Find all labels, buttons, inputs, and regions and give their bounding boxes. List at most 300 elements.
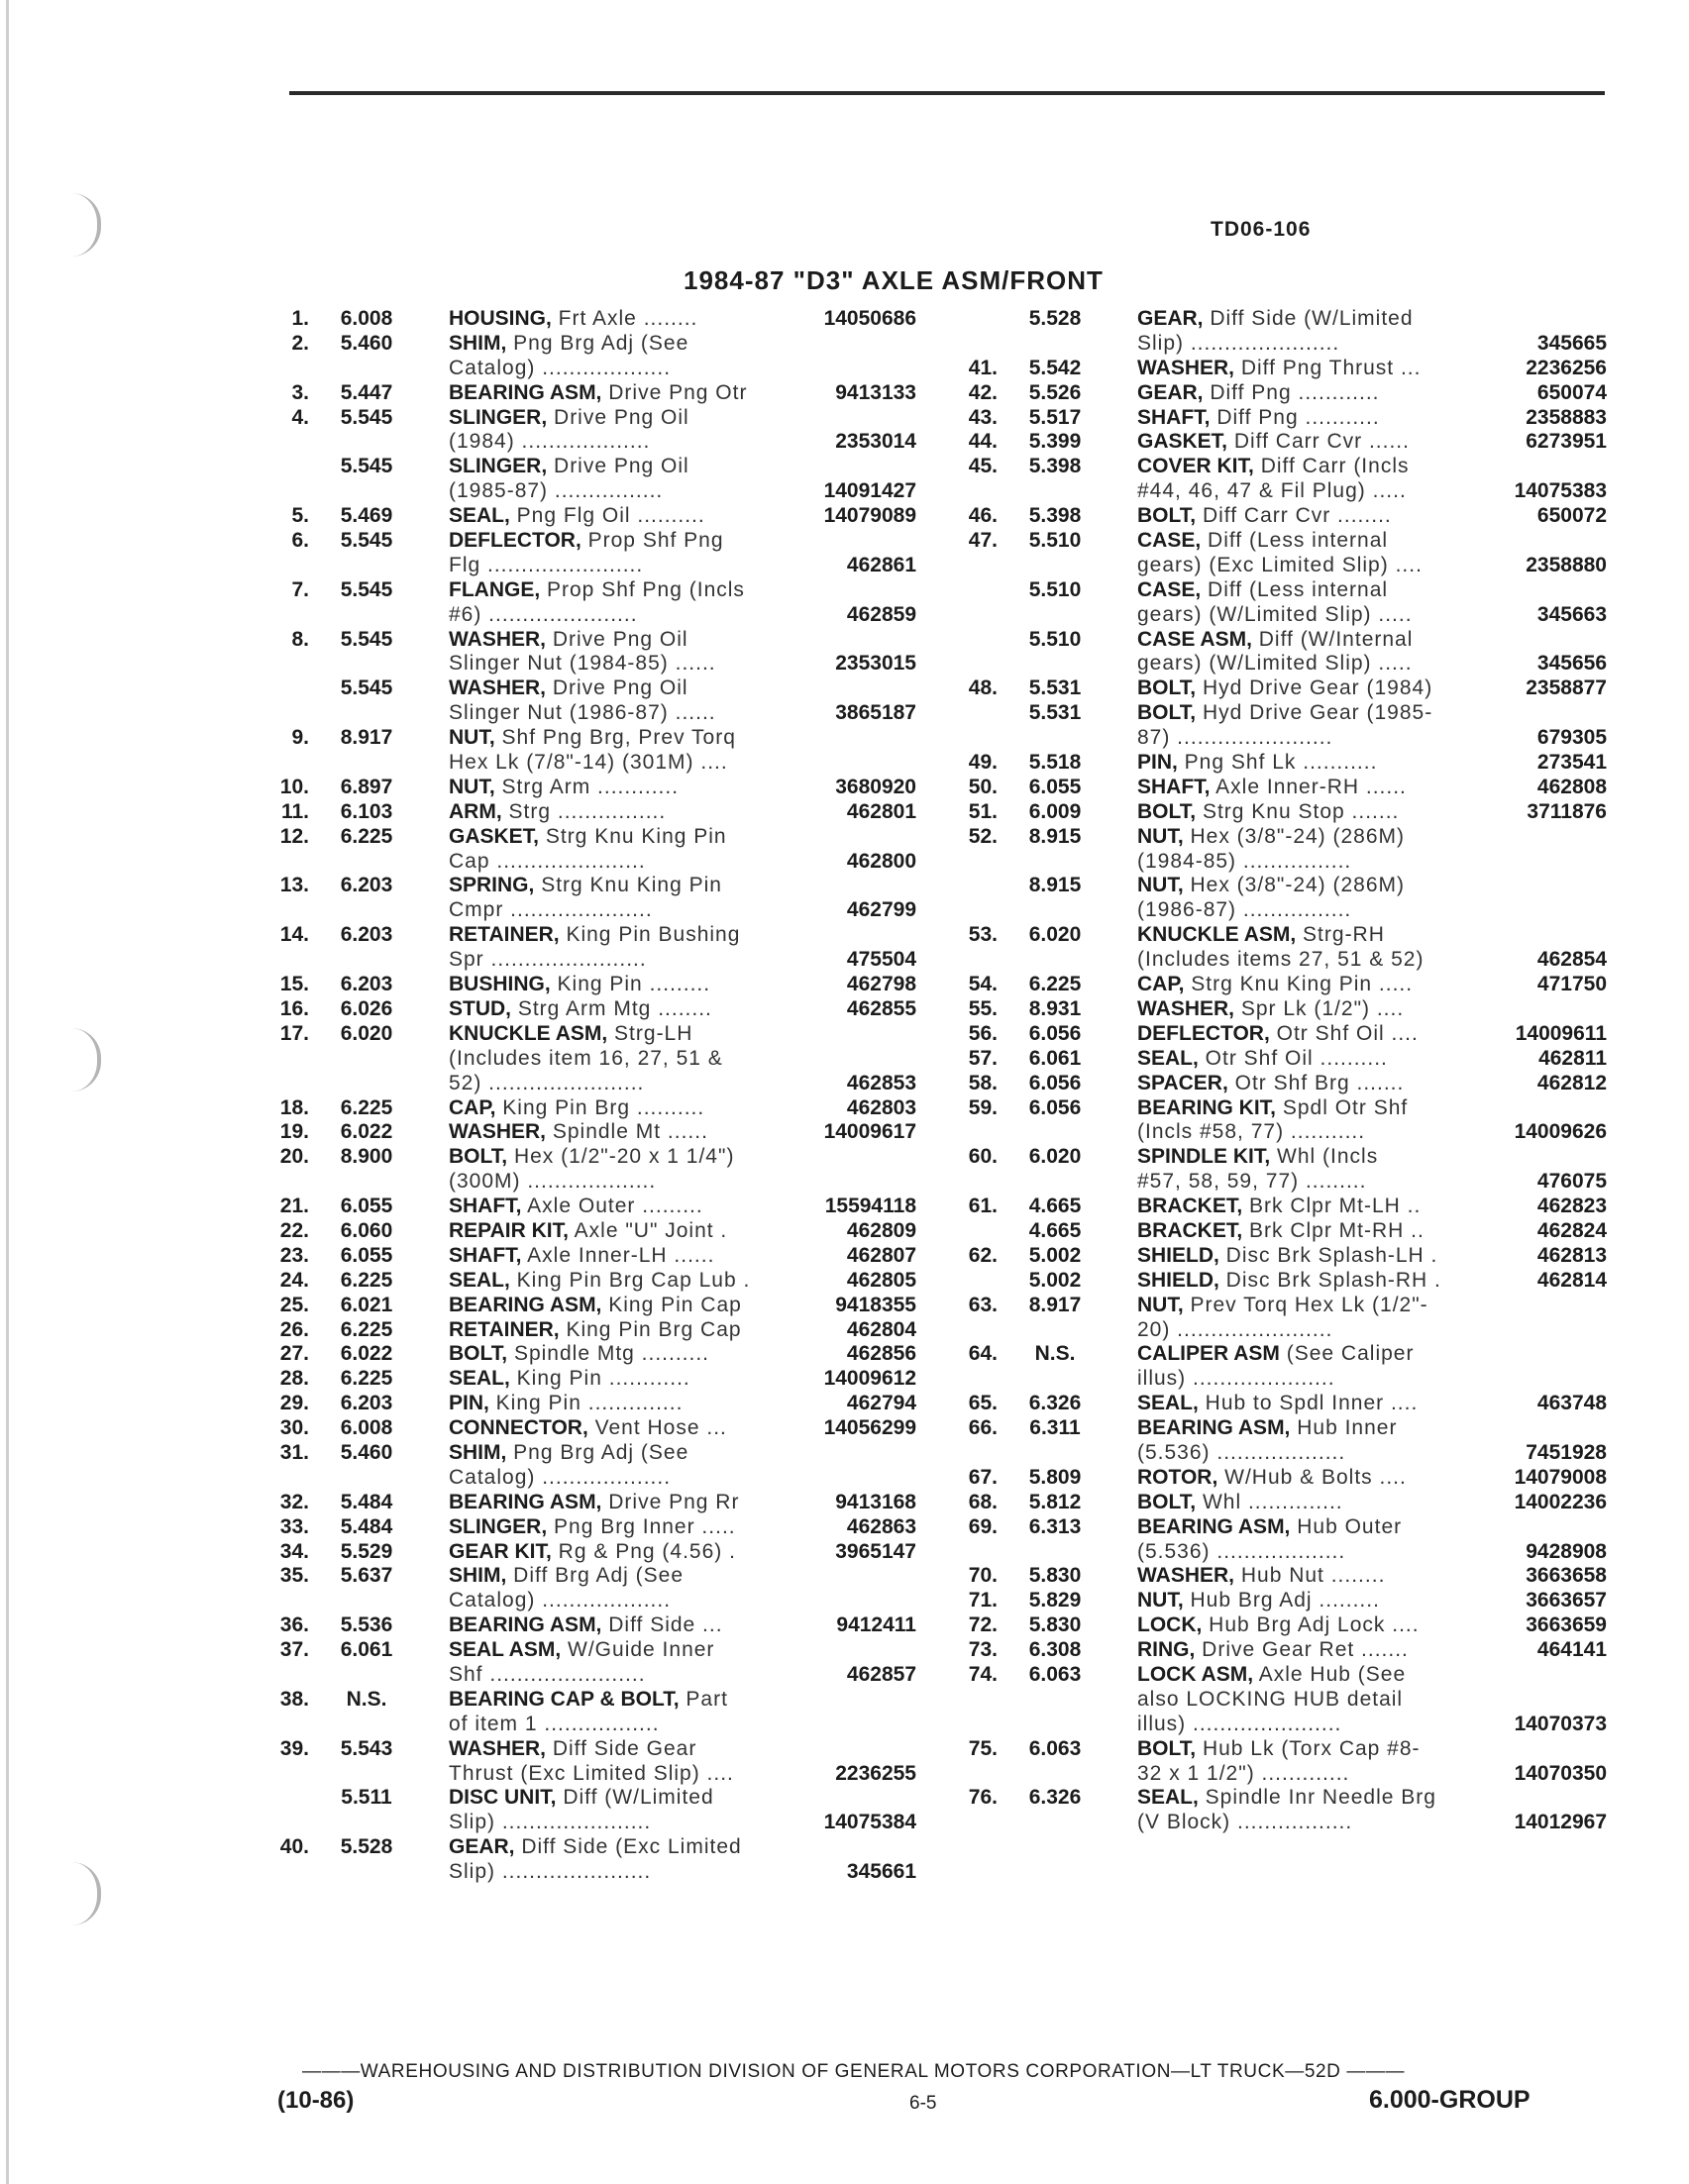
item-number: 64. [968,1342,998,1366]
part-row [263,1589,916,1613]
item-number: 8. [291,627,309,651]
part-number: 462799 [841,898,916,923]
item-number: 58. [968,1071,998,1094]
part-row [951,1022,1607,1047]
part-row [263,357,916,381]
item-number: 1. [291,307,309,330]
part-name: SPRING, [449,874,535,897]
item-number: 66. [968,1416,998,1440]
part-detail: Shf Png Brg, Prev Torq [494,726,736,750]
part-row [951,1269,1607,1294]
part-detail: Spindle Mt ...... [546,1120,708,1144]
item-number: 41. [968,356,998,379]
group-number: 5.447 [340,380,393,404]
part-row [263,1737,916,1762]
part-number: 2236256 [1520,357,1607,381]
part-description [449,676,916,701]
item-number: 20. [279,1145,309,1169]
part-number: 462807 [841,1244,916,1269]
part-description [449,1737,916,1762]
part-detail: Drive Gear Ret ....... [1195,1638,1409,1662]
item-number: 32. [279,1490,309,1513]
part-number: 14079008 [1509,1466,1607,1491]
group-number: 6.203 [340,923,393,947]
part-name: GEAR, [449,1835,515,1859]
item-number: 6. [291,529,309,553]
part-description [449,1713,916,1737]
part-detail: Whl .............. [1196,1490,1343,1513]
part-number: 462859 [841,603,916,628]
part-row [263,1120,916,1145]
part-detail: Png Flg Oil .......... [509,504,705,528]
part-number: 2353014 [829,430,916,455]
part-name: WASHER, [449,627,547,651]
item-number: 50. [968,775,998,798]
item-number: 70. [968,1564,998,1588]
part-detail: Hex (3/8"-24) (286M) [1183,874,1406,897]
group-number: 6.063 [1028,1736,1082,1760]
part-description [1137,1096,1607,1121]
part-detail: Diff Brg Adj (See [506,1564,685,1588]
part-number: 9428908 [1520,1540,1607,1565]
part-row [951,529,1607,554]
part-number: 462853 [841,1072,916,1096]
item-number: 74. [968,1662,998,1686]
part-detail: Axle Outer ......... [521,1195,703,1218]
part-detail: #57, 58, 59, 77) ......... [1137,1170,1367,1194]
part-detail: Diff Side (W/Limited [1203,307,1414,330]
part-name: CAP, [449,1095,496,1119]
part-row [951,1515,1607,1540]
group-number: 6.225 [340,1268,393,1292]
group-number: 6.225 [340,1095,393,1119]
part-row [951,1762,1607,1787]
group-number: 5.460 [340,1440,393,1464]
part-row [951,751,1607,776]
part-detail: Spdl Otr Shf [1276,1095,1409,1119]
item-number: 68. [968,1490,998,1513]
part-number: 462823 [1531,1195,1607,1219]
part-description [449,628,916,653]
part-detail: Drive Png Oil [546,676,688,700]
part-name: SLINGER, [449,1514,548,1538]
group-number: 5.526 [1028,380,1082,404]
part-row [263,652,916,676]
part-detail: Hyd Drive Gear (1984) [1196,676,1433,700]
item-number: 16. [279,996,309,1020]
part-row [951,1145,1607,1170]
item-number: 17. [279,1021,309,1045]
part-number: 3663658 [1520,1564,1607,1589]
part-description [1137,529,1607,554]
item-number: 11. [280,799,309,823]
part-detail: King Pin Brg .......... [495,1095,705,1119]
part-description [449,578,916,603]
part-number: 14009611 [1510,1022,1607,1047]
item-number: 25. [279,1293,309,1316]
part-number: 2236255 [829,1762,916,1787]
part-name: SHIELD, [1137,1268,1219,1292]
group-number: 6.009 [1028,799,1082,823]
part-detail: Diff Carr Cvr ........ [1196,504,1392,528]
part-detail: Spr Lk (1/2") .... [1234,996,1405,1020]
item-number: 5. [291,504,309,528]
part-row [951,726,1607,751]
part-number: 463748 [1531,1392,1607,1416]
part-row [951,578,1607,603]
part-row [951,1367,1607,1392]
part-description [449,1786,916,1811]
part-name: KNUCKLE ASM, [1137,923,1297,947]
part-row [951,1416,1607,1441]
part-detail: Hub Inner [1290,1416,1398,1440]
part-name: SLINGER, [449,405,548,429]
item-number: 2. [291,331,309,355]
part-name: LOCK, [1137,1613,1203,1637]
page-title: 1984-87 "D3" AXLE ASM/FRONT [684,265,1104,295]
item-number: 59. [968,1095,998,1119]
part-row [951,1219,1607,1244]
part-name: BUSHING, [449,973,551,996]
part-row [263,1638,916,1663]
item-number: 36. [279,1613,309,1637]
item-number: 39. [279,1736,309,1760]
group-number: 5.637 [340,1564,393,1588]
part-row [951,1294,1607,1318]
item-number: 69. [968,1514,998,1538]
part-number: 14050686 [818,307,916,332]
item-number: 21. [279,1195,309,1218]
part-row [263,1294,916,1318]
part-row [951,1589,1607,1613]
item-number: 60. [968,1145,998,1169]
part-description [1137,1786,1607,1811]
item-number: 63. [968,1293,998,1316]
part-detail: Hyd Drive Gear (1985- [1196,701,1433,725]
part-row [951,923,1607,948]
group-number: 8.917 [1028,1293,1082,1316]
part-detail: Slinger Nut (1984-85) ...... [449,652,716,676]
part-name: DEFLECTOR, [449,529,581,553]
part-detail: Diff (Less internal [1201,529,1389,553]
part-row [951,1318,1607,1343]
part-name: SEAL ASM, [449,1638,562,1662]
group-number: 6.203 [340,874,393,897]
part-row [951,1811,1607,1835]
part-description [1137,578,1607,603]
part-number: 462812 [1531,1072,1607,1096]
footer-page-number: 6-5 [909,2093,937,2114]
item-number: 33. [279,1514,309,1538]
part-number: 7451928 [1520,1441,1607,1466]
part-description [449,825,916,850]
item-number: 13. [279,874,309,897]
part-number: 462855 [841,997,916,1022]
part-name: SHAFT, [1137,405,1211,429]
part-row [951,1244,1607,1269]
part-row [263,529,916,554]
part-detail: Catalog) ................... [449,1465,672,1489]
group-number: 5.398 [1028,504,1082,528]
part-row [263,307,916,332]
part-detail: Catalog) ................... [449,1589,672,1612]
group-number: 8.915 [1028,824,1082,848]
group-number: 6.326 [1028,1786,1082,1810]
part-number: 345665 [1531,332,1607,357]
part-row [951,1441,1607,1466]
part-row [263,381,916,406]
group-number: 6.008 [340,1416,393,1440]
part-row [263,1515,916,1540]
part-detail: Shf ....................... [449,1662,646,1686]
item-number: 12. [279,824,309,848]
group-number: 5.829 [1028,1589,1082,1612]
part-row [263,1835,916,1860]
item-number: 71. [968,1589,998,1612]
part-detail: Strg Knu King Pin [539,824,727,848]
part-description [449,1466,916,1491]
part-detail: Slip) ...................... [1137,331,1340,355]
part-row [263,973,916,997]
part-name: WASHER, [1137,356,1235,379]
part-name: SHAFT, [1137,775,1211,798]
part-description [449,332,916,357]
group-number: 5.398 [1028,455,1082,478]
part-description [1137,1663,1607,1688]
part-description [1137,1145,1607,1170]
item-number: 67. [968,1465,998,1489]
part-number: 14009626 [1509,1120,1607,1145]
group-number: 5.517 [1028,405,1082,429]
item-number: 55. [968,996,998,1020]
part-name: SEAL, [1137,1046,1199,1070]
part-description [1137,1342,1607,1367]
item-number: 38. [279,1687,309,1711]
part-description [449,1835,916,1860]
part-name: SEAL, [449,504,510,528]
item-number: 61. [968,1195,998,1218]
item-number: 65. [968,1392,998,1415]
part-number: 650072 [1531,504,1607,529]
part-row [263,1219,916,1244]
part-row [263,1145,916,1170]
part-row [951,1540,1607,1565]
part-row [951,357,1607,381]
part-name: SPACER, [1137,1071,1228,1094]
group-number: 5.545 [340,455,393,478]
part-row [263,850,916,875]
part-name: BEARING CAP & BOLT, [449,1687,680,1711]
part-number: 14009617 [818,1120,916,1145]
item-number: 73. [968,1638,998,1662]
part-detail: Hub Outer [1290,1514,1403,1538]
part-name: PIN, [1137,751,1178,775]
part-row [263,1342,916,1367]
part-description [1137,1294,1607,1318]
part-description [449,923,916,948]
part-number: 345663 [1531,603,1607,628]
part-row [951,1342,1607,1367]
part-number: 462854 [1531,948,1607,973]
part-detail: Otr Shf Oil .......... [1198,1046,1388,1070]
item-number: 4. [291,405,309,429]
part-description [449,1022,916,1047]
item-number: 29. [279,1392,309,1415]
item-number: 43. [968,405,998,429]
item-number: 37. [279,1638,309,1662]
item-number: 34. [279,1539,309,1563]
part-row [951,1170,1607,1195]
item-number: 3. [291,380,309,404]
part-row [951,973,1607,997]
part-name: ROTOR, [1137,1465,1218,1489]
part-detail: Diff Side (Exc Limited [514,1835,742,1859]
item-number: 27. [279,1342,309,1366]
group-number: 4.665 [1028,1195,1082,1218]
item-number: 15. [279,973,309,996]
part-name: SPINDLE KIT, [1137,1145,1271,1169]
part-detail: Flg ....................... [449,553,644,576]
group-number: 5.545 [340,577,393,601]
group-number: 5.830 [1028,1564,1082,1588]
part-number: 3711876 [1521,800,1607,825]
part-description [1137,307,1607,332]
part-row [263,1392,916,1416]
part-detail: Thrust (Exc Limited Slip) .... [449,1761,734,1785]
part-row [951,455,1607,479]
part-description [449,406,916,431]
part-number: 3865187 [829,701,916,726]
part-row [951,381,1607,406]
part-row [951,1638,1607,1663]
item-number: 44. [968,430,998,454]
part-detail: Prop Shf Png [581,529,724,553]
part-detail: of item 1 ................. [449,1712,660,1735]
part-detail: Strg Arm Mtg ........ [511,996,712,1020]
part-number: 475504 [841,948,916,973]
part-number: 14070350 [1509,1762,1607,1787]
part-number: 6273951 [1520,430,1607,455]
part-row [951,676,1607,701]
part-row [263,1047,916,1072]
item-number: 14. [279,923,309,947]
group-number: 6.020 [340,1021,393,1045]
part-detail: Brk Clpr Mt-LH .. [1242,1195,1422,1218]
part-name: SHIM, [449,1564,507,1588]
group-number: 5.528 [1028,307,1082,330]
part-detail: Diff Side Gear [546,1736,697,1760]
part-detail: Cap ...................... [449,849,646,873]
group-number: 6.061 [1028,1046,1082,1070]
part-detail: Png Shf Lk ........... [1177,751,1378,775]
part-description [1137,923,1607,948]
part-number: 3663659 [1520,1613,1607,1638]
item-number: 42. [968,380,998,404]
part-number: 462803 [841,1096,916,1121]
part-detail: Prop Shf Png (Incls [540,577,745,601]
binder-hole-mark [71,1862,101,1925]
part-number: 462794 [841,1392,916,1416]
part-detail: (1984-85) ................ [1137,849,1352,873]
part-name: NUT, [1137,824,1184,848]
part-detail: Hex Lk (7/8"-14) (301M) .... [449,751,728,775]
part-name: CONNECTOR, [449,1416,588,1440]
item-number: 51. [968,799,998,823]
part-number: 14002236 [1509,1491,1607,1515]
group-number: 6.020 [1028,1145,1082,1169]
group-number: 5.469 [340,504,393,528]
part-number: 462813 [1531,1244,1607,1269]
item-number: 75. [968,1736,998,1760]
part-description [1137,1515,1607,1540]
part-name: GASKET, [1137,430,1228,454]
part-detail: Drive Png Rr [601,1490,740,1513]
part-detail: 87) ....................... [1137,726,1333,750]
part-number: 14009612 [818,1367,916,1392]
part-detail: Axle "U" Joint . [568,1218,728,1242]
part-number: 3680920 [829,776,916,800]
part-detail: Hub Brg Adj ......... [1183,1589,1380,1612]
footer-publisher-line: ———WAREHOUSING AND DISTRIBUTION DIVISION OF GENERAL MOTORS CORPORATION—LT TRUCK—52D ——— [302,2061,1406,2082]
group-number: 6.022 [340,1342,393,1366]
part-number: 462804 [841,1318,916,1343]
part-row [263,1318,916,1343]
part-detail: gears) (Exc Limited Slip) .... [1137,553,1423,576]
part-detail: Hub Lk (Torx Cap #8- [1196,1736,1421,1760]
part-number: 462808 [1531,776,1607,800]
parts-list-left-column [263,307,916,1885]
part-row [263,1244,916,1269]
part-name: BEARING ASM, [449,1490,602,1513]
part-description [1137,874,1607,898]
part-detail: King Pin ............ [509,1367,690,1391]
item-number: 18. [279,1095,309,1119]
top-rule [289,91,1605,95]
group-number: 5.531 [1028,701,1082,725]
item-number: 52. [968,824,998,848]
part-row [951,307,1607,332]
part-number: 462863 [841,1515,916,1540]
part-row [263,554,916,578]
doc-code: TD06-106 [1211,218,1312,241]
part-detail: Axle Inner-LH ...... [521,1243,715,1267]
part-detail: Slinger Nut (1986-87) ...... [449,701,716,725]
part-row [951,948,1607,973]
part-row [951,1786,1607,1811]
part-name: CASE, [1137,577,1202,601]
part-description [1137,1416,1607,1441]
part-detail: Hub Nut ........ [1234,1564,1386,1588]
part-number: 462857 [841,1663,916,1688]
group-number: 5.511 [341,1786,392,1810]
part-name: SHIELD, [1137,1243,1219,1267]
part-number: 273541 [1531,751,1607,776]
group-number: 6.103 [340,799,393,823]
part-detail: Hex (3/8"-24) (286M) [1183,824,1406,848]
part-description [1137,628,1607,653]
part-name: WASHER, [449,1120,547,1144]
group-number: 6.063 [1028,1662,1082,1686]
part-row [263,948,916,973]
part-row [263,1022,916,1047]
part-detail: Drive Png Otr [601,380,748,404]
part-description [1137,997,1607,1022]
part-name: BOLT, [1137,799,1197,823]
part-detail: Png Brg Adj (See [506,1440,689,1464]
part-name: SHAFT, [449,1195,522,1218]
part-name: BRACKET, [1137,1218,1243,1242]
part-name: BOLT, [449,1342,508,1366]
